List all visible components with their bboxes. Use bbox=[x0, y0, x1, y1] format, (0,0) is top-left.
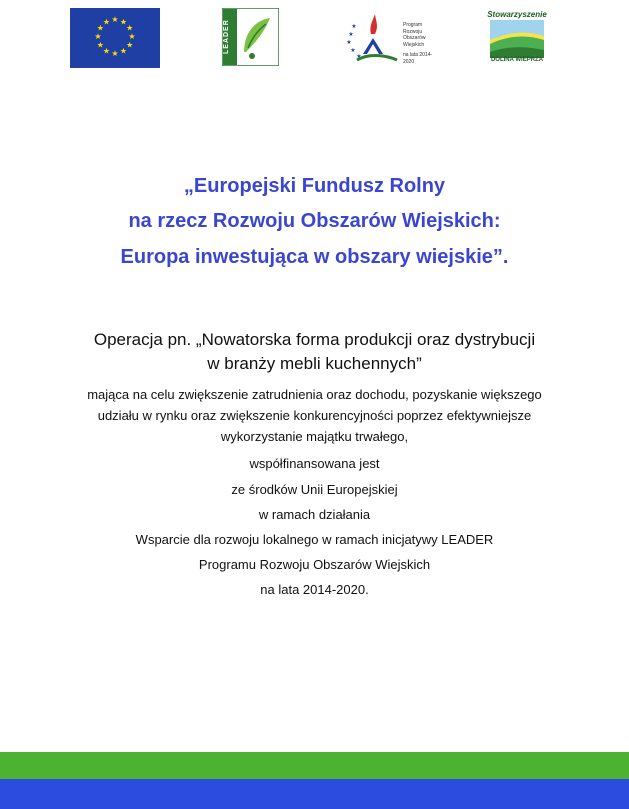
leader-logo bbox=[222, 8, 279, 66]
body-line-7: Wsparcie dla rozwoju lokalnego w ramach inicjatywy LEADER bbox=[135, 532, 494, 547]
eu-flag-logo bbox=[70, 8, 160, 68]
body-line-5: ze środków Unii Europejskiej bbox=[231, 482, 398, 497]
svg-text:★: ★ bbox=[126, 23, 134, 33]
body-line-1: mająca na celu zwiększenie zatrudnienia oraz dochodu, pozyskanie większego bbox=[87, 387, 542, 402]
prow-text-block bbox=[403, 22, 438, 65]
svg-text:★: ★ bbox=[111, 15, 119, 24]
svg-text:★: ★ bbox=[119, 17, 128, 27]
body-line-9: na lata 2014-2020. bbox=[260, 582, 369, 597]
svg-text:★: ★ bbox=[119, 46, 128, 56]
svg-text:★: ★ bbox=[128, 32, 136, 41]
svg-text:★: ★ bbox=[348, 31, 354, 38]
prow-logo bbox=[343, 10, 438, 64]
svg-text:★: ★ bbox=[96, 23, 104, 33]
svg-text:★: ★ bbox=[351, 23, 357, 30]
dw-bottom-text: DOLINA WIEPRZA bbox=[490, 57, 544, 63]
svg-text:★: ★ bbox=[102, 17, 111, 27]
svg-text:★: ★ bbox=[96, 40, 104, 50]
body-line-8: Programu Rozwoju Obszarów Wiejskich bbox=[198, 557, 431, 572]
prow-line-2: Rozwoju bbox=[403, 28, 423, 35]
svg-text:★: ★ bbox=[350, 47, 356, 54]
svg-text:★: ★ bbox=[111, 49, 119, 58]
prow-line-3: Obszarów bbox=[403, 35, 426, 41]
operation-line-2: w branży mebli kuchennych” bbox=[207, 354, 422, 373]
footer-green-bar bbox=[0, 752, 629, 779]
svg-text:★: ★ bbox=[126, 40, 134, 50]
svg-text:★: ★ bbox=[346, 39, 352, 46]
svg-text:★: ★ bbox=[102, 46, 111, 56]
svg-text:★: ★ bbox=[356, 53, 362, 60]
prow-line-1: Program bbox=[403, 22, 423, 28]
prow-years: na lata 2014-2020 bbox=[403, 52, 433, 65]
prow-line-4: Wiejskich bbox=[403, 41, 425, 48]
prow-emblem-icon bbox=[343, 10, 403, 64]
body-line-6: w ramach działania bbox=[258, 507, 371, 522]
leader-logo-text: LEADER bbox=[223, 19, 230, 55]
title-line-2: na rzecz Rozwoju Obszarów Wiejskich: bbox=[128, 210, 501, 232]
body-line-4: współfinansowana jest bbox=[249, 456, 380, 471]
operation-line-1: Operacja pn. „Nowatorska forma produkcji oraz dystrybucji bbox=[93, 330, 536, 349]
dolina-wieprza-logo bbox=[486, 10, 548, 68]
footer-blue-bar bbox=[0, 779, 629, 809]
body-line-2: udziału w rynku oraz zwiększenie konkurencyjności poprzez efektywniejsze bbox=[97, 408, 532, 423]
title-line-1: „Europejski Fundusz Rolny bbox=[183, 175, 446, 197]
title-line-3: Europa inwestująca w obszary wiejskie”. bbox=[120, 246, 509, 268]
dw-top-text: Stowarzyszenie bbox=[487, 10, 547, 19]
body-line-3: wykorzystanie majątku trwałego, bbox=[220, 429, 409, 444]
eu-stars-icon bbox=[70, 8, 160, 68]
svg-text:★: ★ bbox=[94, 32, 102, 41]
